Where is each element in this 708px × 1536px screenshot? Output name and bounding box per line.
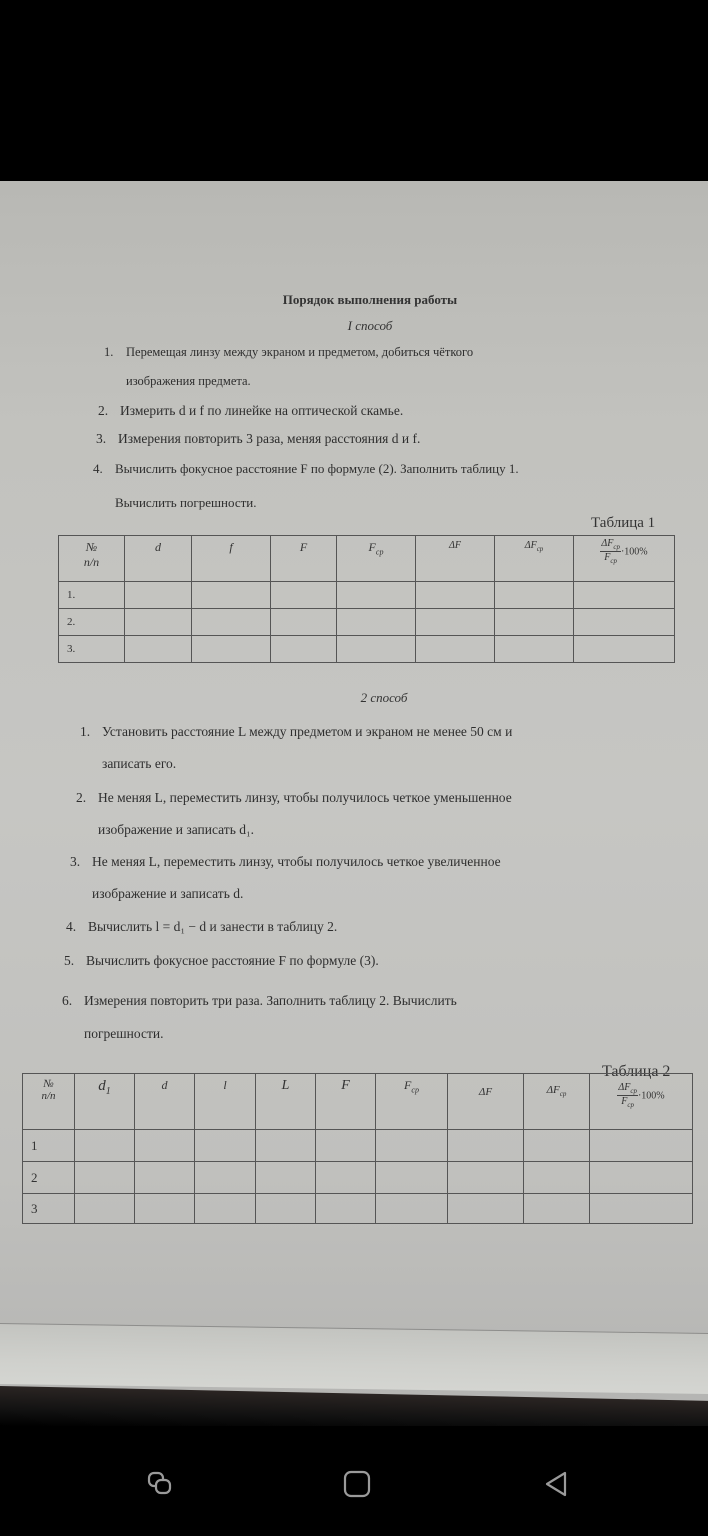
- header-d: d: [125, 536, 192, 582]
- header-row-number: № п/п: [23, 1074, 75, 1130]
- back-button[interactable]: [536, 1464, 576, 1504]
- header-relative-error: $\frac{\Delta F_{ср}}{F_{ср}}$ ·100%: [590, 1074, 693, 1130]
- header-f: f: [192, 536, 271, 582]
- method2-step-4: 4. Вычислить l = d₁ − d и занести в таблицу 2.: [66, 919, 338, 934]
- header-F-avg: $F_{ср}$: [376, 1074, 448, 1130]
- header-L: L: [256, 1074, 316, 1130]
- method2-step-2: 2. Не меняя L, переместить линзу, чтобы получилось четкое уменьшенное изображение и записать d₁.: [76, 790, 512, 837]
- table-row: 1: [23, 1130, 693, 1162]
- header-d: d: [135, 1074, 195, 1130]
- table1-header-row: [59, 536, 675, 582]
- home-icon: [342, 1469, 372, 1499]
- header-F-avg: $F_{ср}$: [337, 536, 416, 582]
- navigation-bar: [0, 1426, 708, 1536]
- table-2: [22, 1073, 693, 1224]
- method2-step-3: 3. Не меняя L, переместить линзу, чтобы получилось четкое увеличенное изображение и записать d.: [70, 854, 501, 901]
- table-row: 2.: [59, 609, 675, 636]
- header-F: F: [271, 536, 337, 582]
- method1-step-3: 3. Измерения повторить 3 раза, меняя расстояния d и f.: [96, 431, 421, 446]
- method1-step-4: 4. Вычислить фокусное расстояние F по формуле (2). Заполнить таблицу 1. Вычислить погрешности.: [93, 461, 519, 510]
- home-button[interactable]: [337, 1464, 377, 1504]
- header-l: l: [195, 1074, 256, 1130]
- paper-edge: [0, 1323, 708, 1394]
- method2-step-5: 5. Вычислить фокусное расстояние F по формуле (3).: [64, 953, 379, 968]
- table-row: 1.: [59, 582, 675, 609]
- table1-caption: Таблица 1: [591, 515, 656, 531]
- header-delta-F-avg: $\Delta F_{ср}$: [524, 1074, 590, 1130]
- method2-step-6: 6. Измерения повторить три раза. Заполнить таблицу 2. Вычислить погрешности.: [62, 993, 457, 1041]
- table2-header-row: [23, 1074, 693, 1130]
- top-black-area: [0, 0, 708, 181]
- header-row-number: № п/п: [59, 536, 125, 582]
- method2-step-1: 1. Установить расстояние L между предметом и экраном не менее 50 см и записать его.: [80, 724, 513, 771]
- method1-heading: I способ: [347, 318, 393, 333]
- table-row: 3: [23, 1194, 693, 1224]
- method2-heading: 2 способ: [360, 690, 408, 705]
- document-title: Порядок выполнения работы: [282, 292, 458, 307]
- header-F: F: [316, 1074, 376, 1130]
- method1-step-1: 1. Перемещая линзу между экраном и предметом, добиться чёткого изображения предмета.: [104, 345, 474, 388]
- method1-step-2: 2. Измерить d и f по линейке на оптической скамье.: [98, 403, 404, 418]
- header-d1: $d_1$: [75, 1074, 135, 1130]
- header-delta-F: ΔF: [416, 536, 495, 582]
- recent-apps-icon: [145, 1469, 175, 1499]
- header-delta-F-avg: $\Delta F_{ср}$: [495, 536, 574, 582]
- table-1: [58, 535, 675, 663]
- header-relative-error: $\frac{\Delta F_{ср}}{F_{ср}}$ ·100%: [574, 536, 675, 582]
- back-icon: [541, 1469, 571, 1499]
- table-row: 2: [23, 1162, 693, 1194]
- recent-apps-button[interactable]: [140, 1464, 180, 1504]
- header-delta-F: ΔF: [448, 1074, 524, 1130]
- table-row: 3.: [59, 636, 675, 663]
- table2-caption: Таблица 2: [602, 1063, 671, 1080]
